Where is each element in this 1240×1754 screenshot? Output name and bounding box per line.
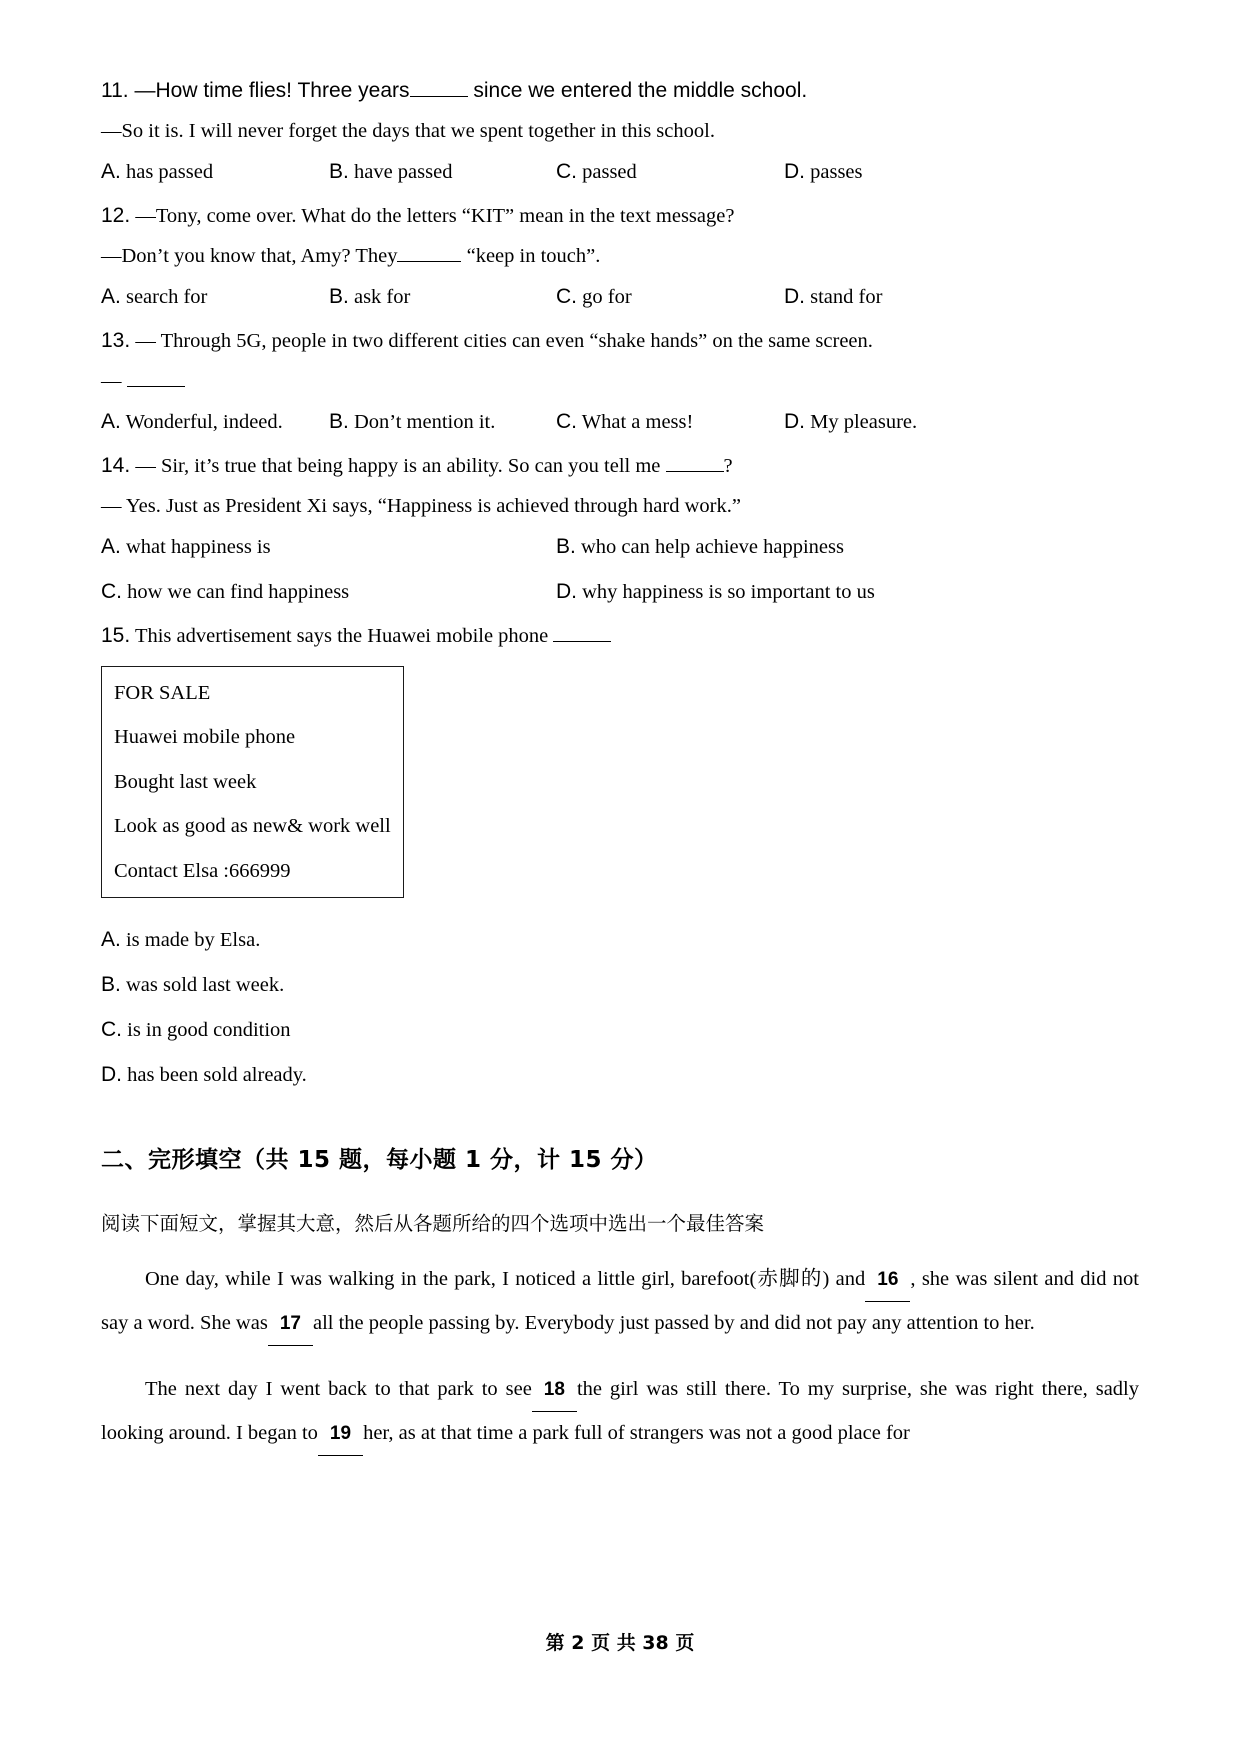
question-14-number: 14. bbox=[101, 454, 131, 477]
question-13-reply bbox=[101, 371, 1139, 392]
cloze-p1-part-c: all the people passing by. Everybody just passed by and did not pay any attention to her. bbox=[312, 1312, 1035, 1334]
question-11-blank bbox=[410, 96, 468, 97]
question-12-reply-tail: “keep in touch”. bbox=[466, 244, 601, 267]
question-13-option-b[interactable]: B. Don’t mention it. bbox=[329, 410, 496, 433]
question-14-options-row2 bbox=[101, 580, 1139, 606]
question-14-stem bbox=[101, 455, 1139, 477]
question-11-option-c[interactable]: C. passed bbox=[556, 160, 637, 183]
section-instruction: 阅读下面短文，掌握其大意，然后从各题所给的四个选项中选出一个最佳答案 bbox=[101, 1212, 765, 1235]
question-14-stem-tail: ? bbox=[723, 455, 733, 477]
question-15-blank bbox=[553, 641, 611, 642]
question-15-option-b[interactable]: B. was sold last week. bbox=[101, 973, 285, 996]
question-11-option-b[interactable]: B. have passed bbox=[329, 160, 453, 183]
question-11-options bbox=[101, 160, 1139, 186]
question-14-option-c[interactable]: C. how we can find happiness bbox=[101, 580, 350, 603]
advertisement-box bbox=[101, 666, 404, 899]
question-14-option-a[interactable]: A. what happiness is bbox=[101, 535, 271, 558]
question-14-reply: — Yes. Just as President Xi says, “Happiness is achieved through hard work.” bbox=[101, 494, 741, 517]
question-15-stem-text: This advertisement says the Huawei mobile phone bbox=[134, 625, 549, 647]
question-13-option-d[interactable]: D. My pleasure. bbox=[784, 410, 918, 433]
question-13-stem bbox=[101, 330, 1139, 352]
cloze-p2-part-c: her, as at that time a park full of strangers was not a good place for bbox=[363, 1422, 910, 1444]
question-13-stem-text: — Through 5G, people in two different cities can even “shake hands” on the same screen. bbox=[135, 330, 873, 352]
question-15-number: 15. bbox=[101, 624, 131, 647]
question-12-stem-text: —Tony, come over. What do the letters “KIT” mean in the text message? bbox=[135, 205, 735, 227]
question-13-reply-head: — bbox=[101, 369, 122, 392]
question-11-stem-tail: since we entered the middle school. bbox=[473, 79, 808, 102]
cloze-blank-16[interactable]: 16 bbox=[865, 1258, 910, 1302]
question-12-option-d[interactable]: D. stand for bbox=[784, 285, 883, 308]
cloze-paragraph-1 bbox=[101, 1258, 1139, 1346]
section-heading: 二、完形填空（共 15 题，每小题 1 分，计 15 分） bbox=[101, 1147, 658, 1173]
question-12-option-a[interactable]: A. search for bbox=[101, 285, 208, 308]
question-14-stem-head: — Sir, it’s true that being happy is an ability. So can you tell me bbox=[135, 455, 661, 477]
ad-line-for-sale: FOR SALE bbox=[114, 681, 211, 704]
question-12-reply-head: —Don’t you know that, Amy? They bbox=[101, 244, 398, 267]
question-11-option-d[interactable]: D. passes bbox=[784, 160, 863, 183]
question-12-reply bbox=[101, 246, 1139, 267]
question-11-number: 11. bbox=[101, 79, 129, 102]
question-13-blank bbox=[127, 386, 185, 387]
question-13-number: 13. bbox=[101, 329, 131, 352]
question-15-option-a[interactable]: A. is made by Elsa. bbox=[101, 928, 261, 951]
ad-line-condition: Look as good as new& work well bbox=[114, 815, 391, 837]
question-14-blank bbox=[666, 471, 724, 472]
question-14-option-d[interactable]: D. why happiness is so important to us bbox=[556, 580, 875, 603]
cloze-blank-19[interactable]: 19 bbox=[318, 1412, 363, 1456]
page-footer: 第 2 页 共 38 页 bbox=[545, 1632, 695, 1654]
question-12-options bbox=[101, 285, 1139, 311]
question-12-option-c[interactable]: C. go for bbox=[556, 285, 632, 308]
question-11-option-a[interactable]: A. has passed bbox=[101, 160, 214, 183]
cloze-paragraph-2 bbox=[101, 1368, 1139, 1456]
page-content bbox=[101, 80, 1139, 1456]
ad-line-contact: Contact Elsa :666999 bbox=[114, 859, 291, 882]
ad-line-purchase-date: Bought last week bbox=[114, 770, 257, 793]
question-15-option-d[interactable]: D. has been sold already. bbox=[101, 1063, 307, 1086]
question-11-reply: —So it is. I will never forget the days that we spent together in this school. bbox=[101, 119, 715, 142]
question-14-option-b[interactable]: B. who can help achieve happiness bbox=[556, 535, 844, 558]
cloze-p1-part-b: , she was silent and did not say a word. She was bbox=[101, 1268, 1139, 1334]
cloze-blank-17[interactable]: 17 bbox=[268, 1302, 313, 1346]
question-12-blank bbox=[397, 261, 461, 262]
cloze-blank-18[interactable]: 18 bbox=[532, 1368, 577, 1412]
question-11-stem bbox=[101, 80, 1139, 102]
question-15-stem bbox=[101, 625, 1139, 647]
cloze-p2-part-b: the girl was still there. To my surprise, she was right there, sadly looking around. I began to bbox=[101, 1378, 1139, 1444]
ad-line-product: Huawei mobile phone bbox=[114, 726, 296, 748]
question-13-option-c[interactable]: C. What a mess! bbox=[556, 410, 694, 433]
question-14-options-row1 bbox=[101, 535, 1139, 561]
question-13-option-a[interactable]: A. Wonderful, indeed. bbox=[101, 410, 283, 433]
cloze-p2-part-a: The next day I went back to that park to see bbox=[145, 1378, 532, 1400]
question-11-stem-text: —How time flies! Three years bbox=[134, 79, 410, 102]
question-15-option-c[interactable]: C. is in good condition bbox=[101, 1018, 291, 1041]
question-12-stem bbox=[101, 205, 1139, 227]
question-12-number: 12. bbox=[101, 204, 131, 227]
cloze-p1-part-a: One day, while I was walking in the park, I noticed a little girl, barefoot(赤脚的) and bbox=[145, 1268, 866, 1290]
question-13-options bbox=[101, 410, 1139, 436]
question-12-option-b[interactable]: B. ask for bbox=[329, 285, 411, 308]
